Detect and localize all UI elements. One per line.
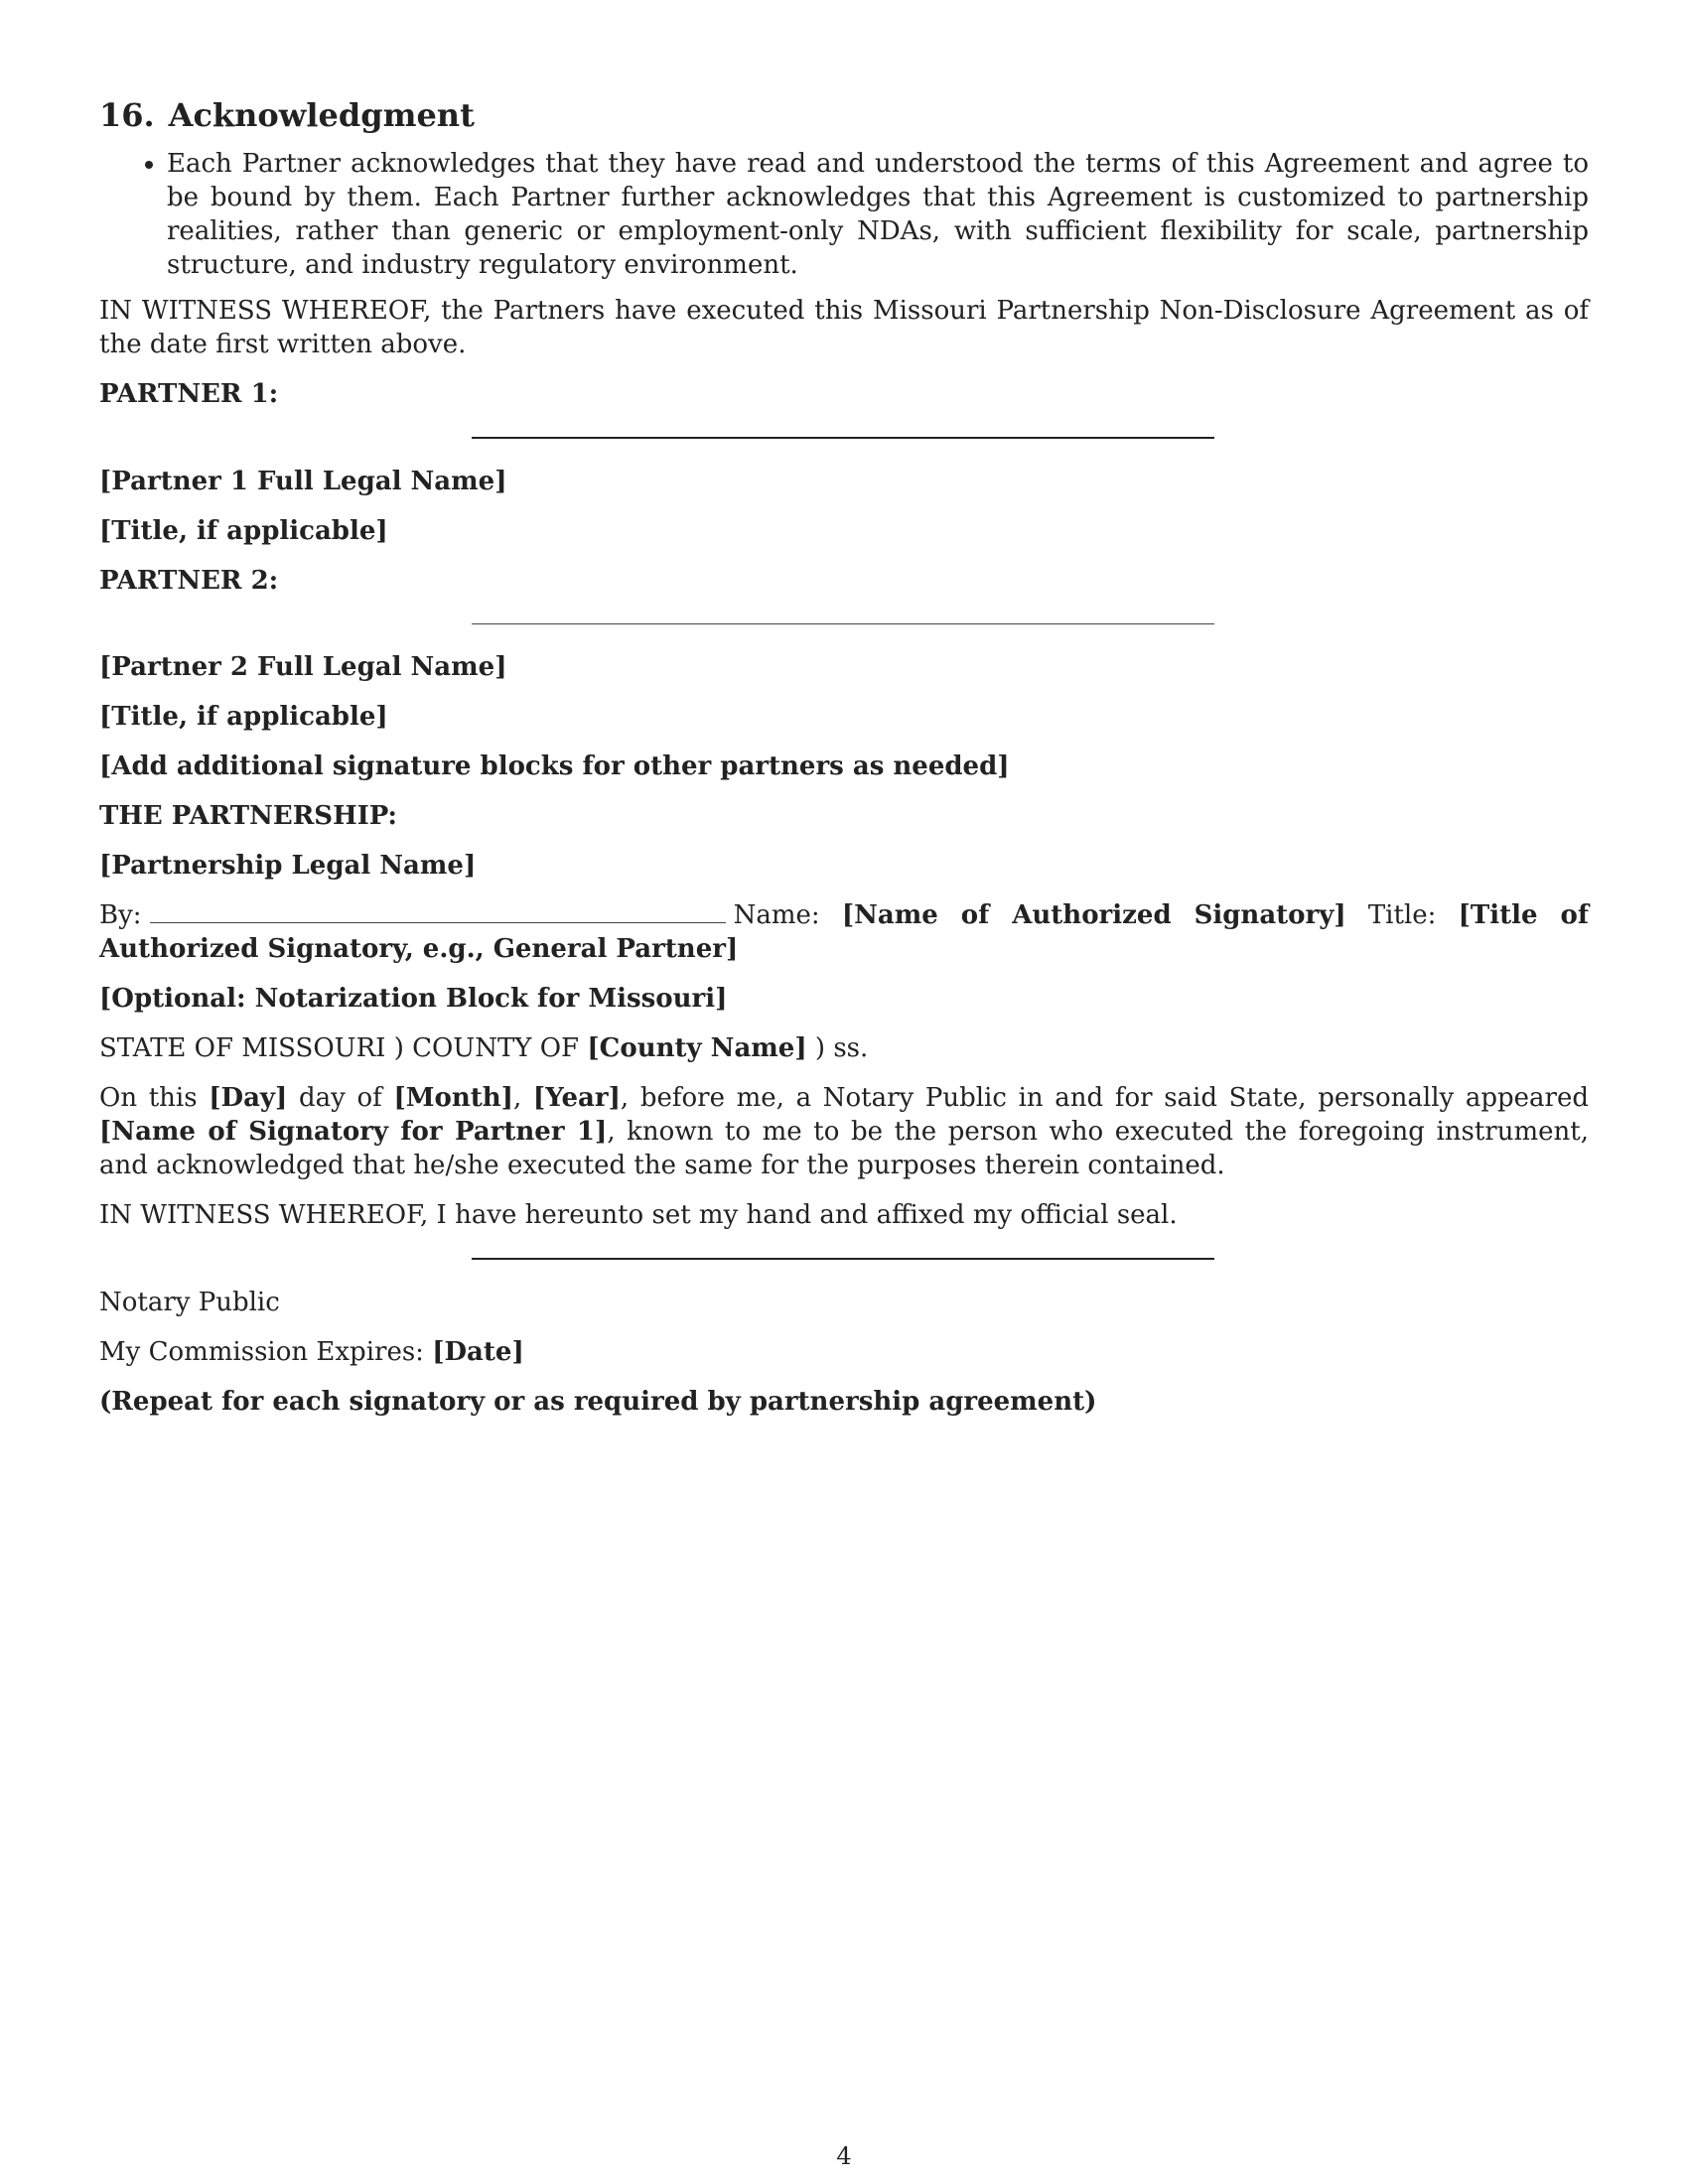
section-heading <box>99 95 1589 135</box>
partnership-legal-name: [Partnership Legal Name] <box>99 851 477 881</box>
page-number: 4 <box>836 2142 852 2170</box>
title-label: Title: <box>1367 900 1437 930</box>
notarization-heading: [Optional: Notarization Block for Missouri] <box>99 984 728 1014</box>
partner2-signature-line[interactable] <box>472 623 1214 624</box>
partner1-title: [Title, if applicable] <box>99 516 388 546</box>
notary-signature-line[interactable] <box>472 1258 1214 1260</box>
commission-expires: My Commission Expires: [Date] <box>99 1337 524 1367</box>
partner2-name: [Partner 2 Full Legal Name] <box>99 652 507 682</box>
section-number: 16. <box>99 96 155 134</box>
acknowledgment-bullet: • Each Partner acknowledges that they have read and understood the terms of this Agreement and agree to be bound by them. Each Partner further acknowledges that this Agreement is customized to partnership realities, rather than generic or employment-only NDAs, with sufficient flexibility for scale, partnership structure, and industry regulatory environment. <box>167 147 1589 282</box>
notary-public-label: Notary Public <box>99 1288 280 1317</box>
venue-line: STATE OF MISSOURI ) COUNTY OF [County Name] ) ss. <box>99 1033 869 1063</box>
partnership-heading: THE PARTNERSHIP: <box>99 801 398 831</box>
partner1-heading: PARTNER 1: <box>99 379 279 409</box>
partner1-signature-line[interactable] <box>472 437 1214 439</box>
section-title: Acknowledgment <box>168 96 475 134</box>
notary-acknowledgment-paragraph: On this [Day] day of [Month], [Year], before me, a Notary Public in and for said State, personally appeared [Name of Signatory for Partner 1], known to me to be the person who executed the foregoing instrument, and acknowledged that he/she executed the same for the purposes therein contained. <box>99 1083 1590 1180</box>
by-label: By: <box>99 900 142 930</box>
commission-date-placeholder: [Date] <box>432 1337 524 1367</box>
name-label: Name: <box>733 900 820 930</box>
additional-blocks-note: [Add additional signature blocks for other partners as needed] <box>99 751 1010 781</box>
partner2-title: [Title, if applicable] <box>99 702 388 732</box>
document-page <box>99 95 1589 1434</box>
partner2-heading: PARTNER 2: <box>99 566 279 596</box>
partnership-signature-blank[interactable] <box>150 900 726 923</box>
day-placeholder: [Day] <box>209 1083 288 1113</box>
partnership-signatory-line <box>99 898 1589 966</box>
signatory-placeholder: [Name of Signatory for Partner 1] <box>99 1117 608 1147</box>
county-placeholder: [County Name] <box>587 1033 807 1063</box>
month-placeholder: [Month] <box>393 1083 513 1113</box>
partner1-name: [Partner 1 Full Legal Name] <box>99 467 507 496</box>
authorized-signatory-name: [Name of Authorized Signatory] <box>841 900 1346 930</box>
authorized-signatory-title: [Title of Authorized Signatory, e.g., General Partner] <box>99 900 1590 964</box>
notary-witness-paragraph: IN WITNESS WHEREOF, I have hereunto set my hand and affixed my official seal. <box>99 1200 1178 1230</box>
witness-paragraph: IN WITNESS WHEREOF, the Partners have executed this Missouri Partnership Non-Disclosure Agreement as of the date first written above. <box>99 296 1589 359</box>
repeat-note: (Repeat for each signatory or as required by partnership agreement) <box>99 1387 1097 1417</box>
acknowledgment-list <box>99 147 1589 282</box>
year-placeholder: [Year] <box>532 1083 621 1113</box>
